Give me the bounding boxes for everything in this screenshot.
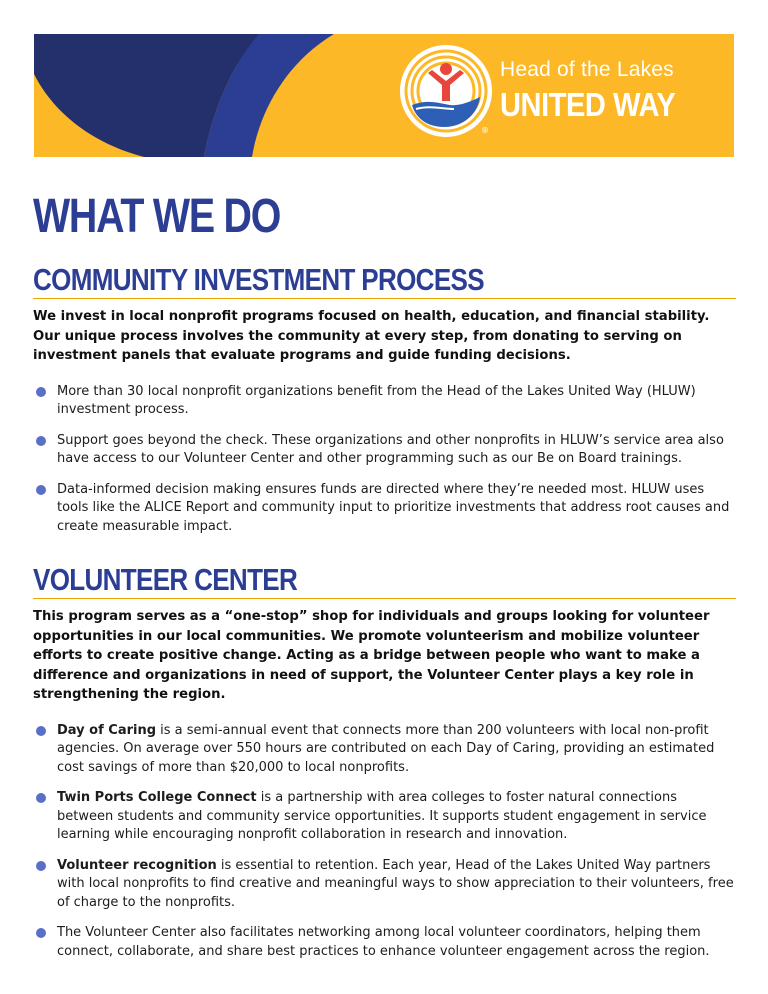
bullet-icon: [36, 436, 46, 446]
page-title: WHAT WE DO: [33, 190, 281, 243]
bullet-icon: [36, 928, 46, 938]
bullet-icon: [36, 793, 46, 803]
list-item: The Volunteer Center also facilitates networking among local volunteer coordinators, helping them connect, collaborate, and share best practices to enhance volunteer engagement across the region.: [33, 924, 736, 961]
community-bullet-list: [33, 383, 736, 537]
volunteer-heading: VOLUNTEER CENTER: [33, 562, 298, 597]
section-divider: [33, 598, 736, 599]
list-item: Data-informed decision making ensures funds are directed where they’re needed most. HLUW uses tools like the ALICE Report and community input to prioritize investments that address root causes and create measurable impact.: [33, 481, 736, 537]
community-heading: COMMUNITY INVESTMENT PROCESS: [33, 262, 484, 297]
bullet-icon: [36, 387, 46, 397]
list-item: Support goes beyond the check. These organizations and other nonprofits in HLUW’s service area also have access to our Volunteer Center and other programming such as our Be on Board trainings.: [33, 432, 736, 469]
list-item: Twin Ports College Connect is a partnership with area colleges to foster natural connections between students and community service opportunities. It supports student engagement in service learning while encouraging nonprofit collaboration in research and innovation.: [33, 789, 736, 845]
bullet-icon: [36, 726, 46, 736]
united-way-logo-icon: [398, 43, 494, 139]
logo-line-1: Head of the Lakes: [500, 58, 674, 81]
logo-line-2: UNITED WAY: [500, 86, 676, 123]
volunteer-bullet-list: [33, 722, 736, 962]
volunteer-lead: This program serves as a “one-stop” shop for individuals and groups looking for volunteer opportunities in our local communities. We promote volunteerism and mobilize volunteer efforts to create positive change. Acting as a bridge between people who want to make a difference and organizations in need of support, the Volunteer Center plays a key role in strengthening the region.: [33, 609, 710, 702]
list-item: Day of Caring is a semi-annual event that connects more than 200 volunteers with local non-profit agencies. On average over 550 hours are contributed on each Day of Caring, providing an estimated cost savings of more than $20,000 to local nonprofits.: [33, 722, 736, 778]
list-item: Volunteer recognition is essential to retention. Each year, Head of the Lakes United Way partners with local nonprofits to find creative and meaningful ways to show appreciation to their volunteers, free of charge to the nonprofits.: [33, 857, 736, 913]
section-divider: [33, 298, 736, 299]
list-item: More than 30 local nonprofit organizations benefit from the Head of the Lakes United Way (HLUW) investment process.: [33, 383, 736, 420]
volunteer-center-section: [33, 562, 736, 973]
community-lead: We invest in local nonprofit programs focused on health, education, and financial stability. Our unique process involves the community at every step, from donating to serving on investment panels that evaluate programs and guide funding decisions.: [33, 309, 710, 363]
registered-mark: ®: [481, 126, 489, 135]
header-banner: [34, 34, 734, 157]
community-investment-section: [33, 262, 736, 548]
bullet-icon: [36, 485, 46, 495]
bullet-icon: [36, 861, 46, 871]
